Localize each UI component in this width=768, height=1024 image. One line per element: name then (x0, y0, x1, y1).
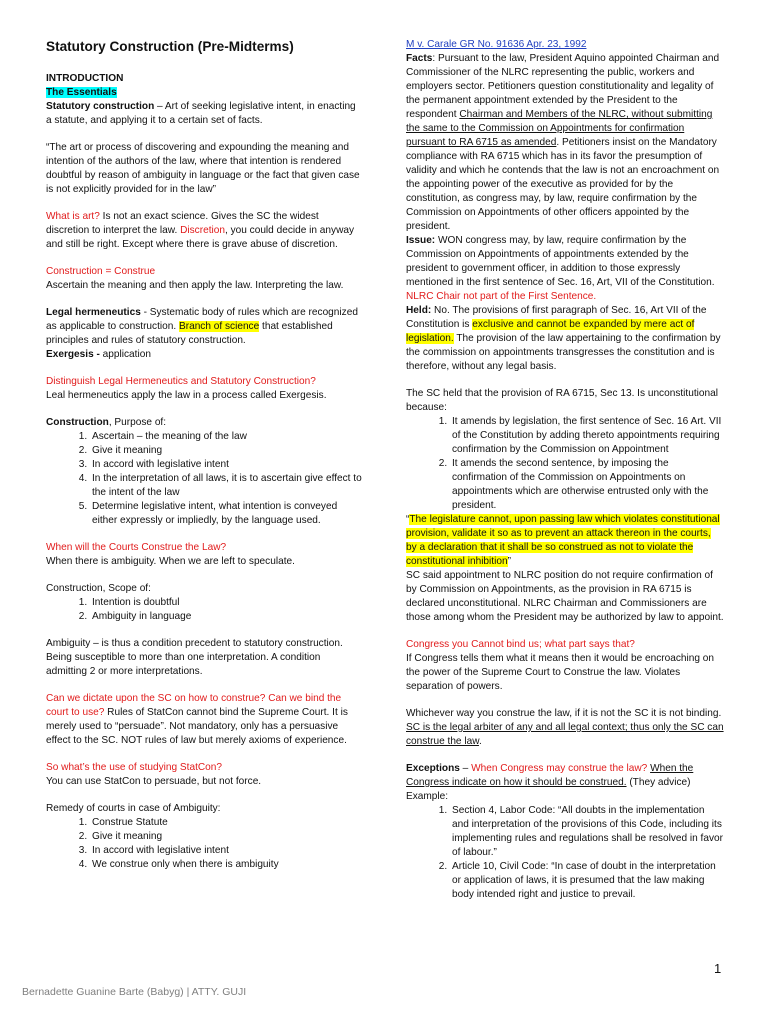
hermeneutics-def-2: that established principles and rules of statutory construction. (46, 321, 333, 346)
intro-heading: INTRODUCTION (46, 73, 124, 84)
scope-heading: Construction, Scope of: (46, 583, 151, 594)
list-item: 4. In the interpretation of all laws, it is to ascertain give effect to the intent of the law (90, 472, 364, 500)
art-answer-1: Is not an exact science. Gives the SC the widest discretion to interpret the law. (46, 211, 319, 236)
scope-list (46, 596, 364, 624)
statcon-def: – Art of seeking legislative intent, in enacting a statute, and applying it to a certain set of facts. (46, 101, 356, 126)
exceptions-label: Exceptions (406, 763, 460, 774)
art-answer-2: , you could decide in anyway and still be right. Except where there is grave abuse of discretion. (46, 225, 355, 250)
construe-text: Ascertain the meaning and then apply the law. Interpreting the law. (46, 280, 344, 291)
remedy-list (46, 816, 364, 872)
list-item: 1. Construe Statute (90, 816, 364, 830)
facts-label: Facts (406, 53, 433, 64)
held-text-2: The provision of the law appertaining to the confirmation by the commission on appointments transgresses the constitution and is therefore, without any legal basis. (406, 333, 721, 372)
whichever-text-2: . (478, 736, 482, 747)
sc-said-text: SC said appointment to NLRC position do not require confirmation of by Commission on Appointments, as the provision in RA 6715 is declared unconstitutional. NLRC Chairman and Commissioners are those among whom the President may be authorized by law to appoint. (406, 570, 724, 623)
dictate-question: Can we dictate upon the SC on how to construe? Can we bind the court to use? (46, 693, 342, 718)
exceptions-underlined: When the Congress indicate on how it should be construed. (406, 763, 694, 788)
legislature-quote (406, 513, 724, 569)
construction-purpose-heading (46, 416, 364, 430)
list-item: 1. Section 4, Labor Code: “All doubts in the implementation and interpretation of the provisions of this Code, including its implementing rules and regulations shall be resolved in favor of labour.” (450, 804, 724, 860)
remedy-heading: Remedy of courts in case of Ambiguity: (46, 803, 221, 814)
held-label: Held: (406, 305, 432, 316)
facts-paragraph (406, 52, 724, 234)
whichever-paragraph (406, 707, 724, 749)
distinguish-answer: Leal hermeneutics apply the law in a process called Exergesis. (46, 390, 327, 401)
list-item: 4. We construe only when there is ambiguity (90, 858, 364, 872)
use-answer: You can use StatCon to persuade, but not force. (46, 776, 262, 787)
statcon-definition (46, 100, 364, 128)
art-discretion: Discretion (180, 225, 225, 236)
issue-note: NLRC Chair not part of the First Sentence. (406, 291, 597, 302)
held-paragraph (406, 304, 724, 374)
issue-label: Issue: (406, 235, 436, 246)
held-text-1: No. The provisions of first paragraph of Sec. 16, Art VII of the Constitution is (406, 305, 707, 330)
facts-text-1: : Pursuant to the law, President Aquino appointed Chairman and Commissioner of the NLRC representing the public, workers and employers sector. Petitioners question constitutionality and legality of the permanent appointment extended by the President to the respondent (406, 53, 720, 120)
sc-held-intro: The SC held that the provision of RA 6715, Sec 13. Is unconstitutional because: (406, 388, 718, 413)
facts-underlined: Chairman and Members of the NLRC, without submitting the same to the Commission on Appointments for confirmation pursuant to RA 6715 as amended (406, 109, 713, 148)
ambiguity-text: Ambiguity – is thus a condition precedent to statutory construction. Being susceptible to more than one interpretation. A condition admitting 2 or more interpretations. (46, 638, 343, 677)
list-item: 5. Determine legislative intent, what intention is conveyed either expressly or impliedly, by the language used. (90, 500, 364, 528)
list-item: 2. Ambiguity in language (90, 610, 364, 624)
facts-text-2: . Petitioners insist on the Mandatory compliance with RA 6715 which has in its favor the presumption of validity and which he contends that the law is not an encroachment on the appointing power of the executive as provided for by the constitution, as congress may, by law, require confirmation by the Commission on Appointments of other officers appointed by the president. (406, 137, 720, 232)
list-item: 2. Give it meaning (90, 444, 364, 458)
exegesis-def: application (99, 349, 151, 360)
essentials-heading (46, 86, 364, 100)
sc-held-list (406, 415, 724, 513)
art-question: What is art? (46, 211, 100, 222)
construction-term: Construction (46, 417, 109, 428)
document-title: Statutory Construction (Pre-Midterms) (46, 39, 294, 54)
hermeneutics-def-1: - Systematic body of rules which are recognized as applicable to construction. (46, 307, 358, 332)
list-item: 1. Intention is doubtful (90, 596, 364, 610)
quote-open: “ (406, 514, 410, 525)
list-item: 2. It amends the second sentence, by imposing the confirmation of the Commission on Appointments on appointments which are otherwise entrusted only with the president. (450, 457, 724, 513)
legislature-quote-highlight: The legislature cannot, upon passing law which violates constitutional provision, validate it so as to prevent an attack thereon in the courts, by a declaration that it shall be so construed as not to violate the constitutional inhibition (406, 514, 720, 567)
issue-text: WON congress may, by law, require confirmation by the Commission on Appointments of appointments extended by the president to government officer, in addition to those expressly mentioned in the first sentence of Sec. 16, Art, VII of the Constitution. (406, 235, 715, 288)
example-list (406, 804, 724, 902)
right-column (406, 38, 724, 902)
congress-question: Congress you Cannot bind us; what part says that? (406, 639, 635, 650)
list-item: 1. Ascertain – the meaning of the law (90, 430, 364, 444)
when-answer: When there is ambiguity. When we are left to speculate. (46, 556, 295, 567)
art-paragraph (46, 210, 364, 252)
list-item: 1. It amends by legislation, the first sentence of Sec. 16 Art. VII of the Constitution by adding thereto appointments requiring confirmation by the Commission on Appointment (450, 415, 724, 457)
issue-paragraph (406, 234, 724, 304)
held-highlight: exclusive and cannot be expanded by mere act of legislation. (406, 319, 695, 344)
dictate-paragraph (46, 692, 364, 748)
construe-heading: Construction = Construe (46, 266, 156, 277)
construction-quote: “The art or process of discovering and expounding the meaning and intention of the authors of the law, where that intention is rendered doubtful by reason of ambiguity in language or the fact that given case is not explicitly provided for in the law” (46, 142, 360, 195)
list-item: 2. Article 10, Civil Code: “In case of doubt in the interpretation or application of laws, it is presumed that the law making body intended right and justice to prevail. (450, 860, 724, 902)
use-question: So what’s the use of studying StatCon? (46, 762, 223, 773)
branch-of-science-highlight: Branch of science (178, 321, 260, 332)
congress-answer: If Congress tells them what it means then it would be encroaching on the power of the Supreme Court to Construe the law. Violates separation of powers. (406, 653, 715, 692)
exceptions-paragraph (406, 762, 724, 790)
hermeneutics-term: Legal hermeneutics (46, 307, 141, 318)
page-number: 1 (714, 961, 722, 976)
exegesis-line (46, 348, 364, 362)
essentials-highlight: The Essentials (46, 87, 117, 98)
list-item: 2. Give it meaning (90, 830, 364, 844)
whichever-underlined: SC is the legal arbiter of any and all legal context; thus only the SC can construe the law (406, 722, 724, 747)
when-question: When will the Courts Construe the Law? (46, 542, 227, 553)
exceptions-question: When Congress may construe the law? (471, 763, 648, 774)
construction-purpose: , Purpose of: (108, 417, 167, 428)
dictate-answer: Rules of StatCon cannot bind the Supreme Court. It is merely used to “persuade”. Not mandatory, only has a persuasive effect to the SC. NOT rules of law but merely axioms of experience. (46, 707, 348, 746)
exegesis-term: Exergesis - (46, 349, 100, 360)
purpose-list (46, 430, 364, 528)
quote-close: ” (507, 556, 511, 567)
left-column (46, 38, 364, 872)
whichever-text-1: Whichever way you construe the law, if it is not the SC it is not binding. (406, 708, 722, 719)
list-item: 3. In accord with legislative intent (90, 458, 364, 472)
example-label: Example: (406, 791, 449, 802)
list-item: 3. In accord with legislative intent (90, 844, 364, 858)
exceptions-tail: (They advice) (626, 777, 691, 788)
statcon-term: Statutory construction (46, 101, 155, 112)
distinguish-question: Distinguish Legal Hermeneutics and Statutory Construction? (46, 376, 316, 387)
exceptions-dash: – (459, 763, 472, 774)
case-title-link[interactable]: M v. Carale GR No. 91636 Apr. 23, 1992 (406, 39, 587, 50)
footer-author: Bernadette Guanine Barte (Babyg) | ATTY. GUJI (22, 986, 247, 998)
hermeneutics-paragraph (46, 306, 364, 348)
